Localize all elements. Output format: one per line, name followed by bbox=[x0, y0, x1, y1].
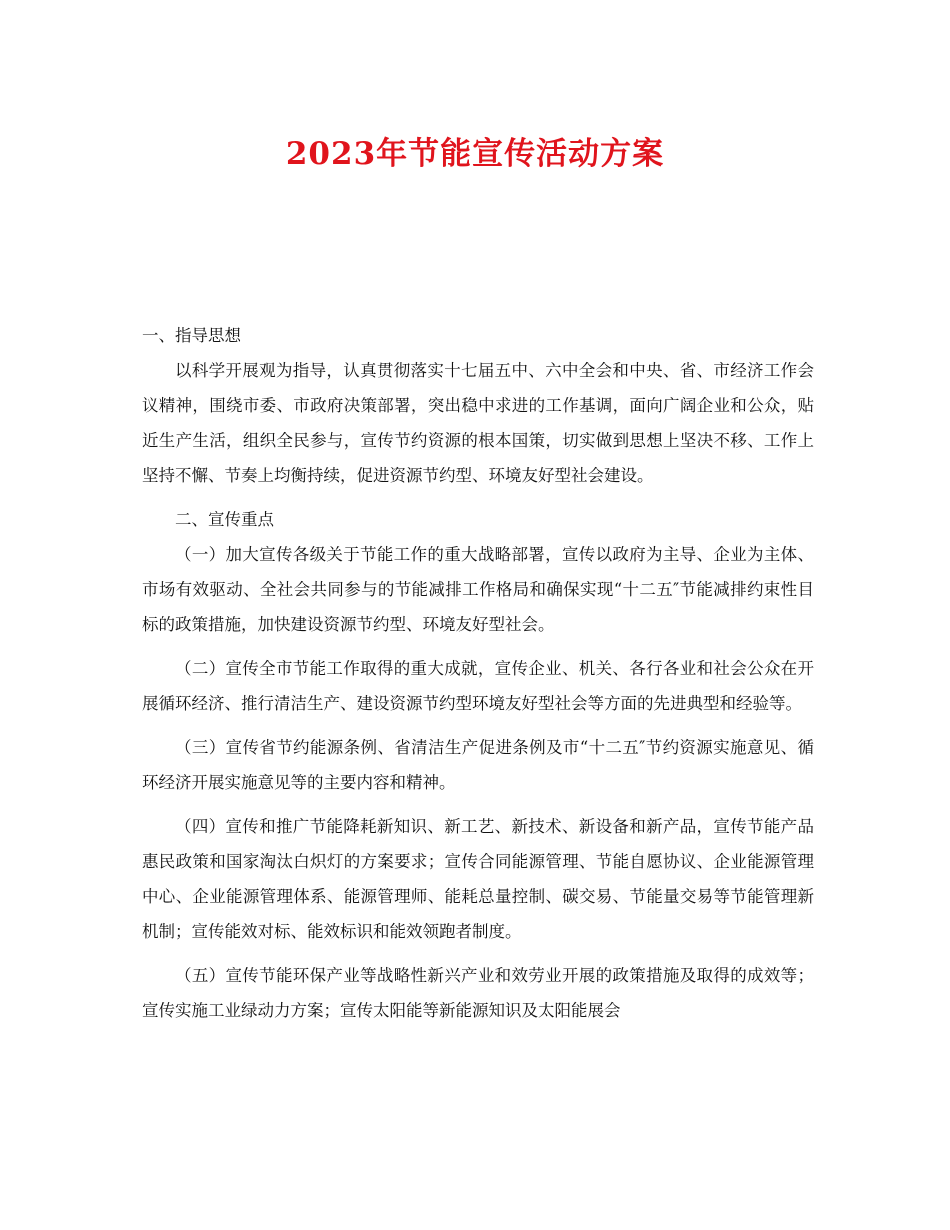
paragraph-focus-2: （二）宣传全市节能工作取得的重大成就，宣传企业、机关、各行各业和社会公众在开展循环经济、推行清洁生产、建设资源节约型环境友好型社会等方面的先进典型和经验等。 bbox=[142, 659, 814, 713]
section-heading-guiding-ideology: 一、指导思想 bbox=[142, 326, 241, 345]
paragraph-focus-3: （三）宣传省节约能源条例、省清洁生产促进条例及市“十二五″节约资源实施意见、循环经济开展实施意见等的主要内容和精神。 bbox=[142, 738, 814, 792]
paragraph-guiding-ideology: 以科学开展观为指导，认真贯彻落实十七届五中、六中全会和中央、省、市经济工作会议精神，围绕市委、市政府决策部署，突出稳中求进的工作基调，面向广阔企业和公众，贴近生产生活，组织全民参与，宣传节约资源的根本国策，切实做到思想上坚决不移、工作上坚持不懈、节奏上均衡持续，促进资源节约型、环境友好型社会建设。 bbox=[142, 361, 814, 485]
document-body bbox=[142, 318, 814, 1028]
document-title: 2023年节能宣传活动方案 bbox=[285, 136, 665, 172]
paragraph-focus-5: （五）宣传节能环保产业等战略性新兴产业和效劳业开展的政策措施及取得的成效等；宣传实施工业绿动力方案；宣传太阳能等新能源知识及太阳能展会 bbox=[142, 966, 814, 1020]
paragraph-focus-4: （四）宣传和推广节能降耗新知识、新工艺、新技术、新设备和新产品，宣传节能产品惠民政策和国家淘汰白炽灯的方案要求；宣传合同能源管理、节能自愿协议、企业能源管理中心、企业能源管理体系、能源管理师、能耗总量控制、碳交易、节能量交易等节能管理新机制；宣传能效对标、能效标识和能效领跑者制度。 bbox=[142, 817, 814, 941]
paragraph-focus-1: （一）加大宣传各级关于节能工作的重大战略部署，宣传以政府为主导、企业为主体、市场有效驱动、全社会共同参与的节能减排工作格局和确保实现“十二五″节能减排约束性目标的政策措施，加快建设资源节约型、环境友好型社会。 bbox=[142, 545, 814, 634]
section-heading-publicity-focus: 二、宣传重点 bbox=[175, 510, 274, 529]
